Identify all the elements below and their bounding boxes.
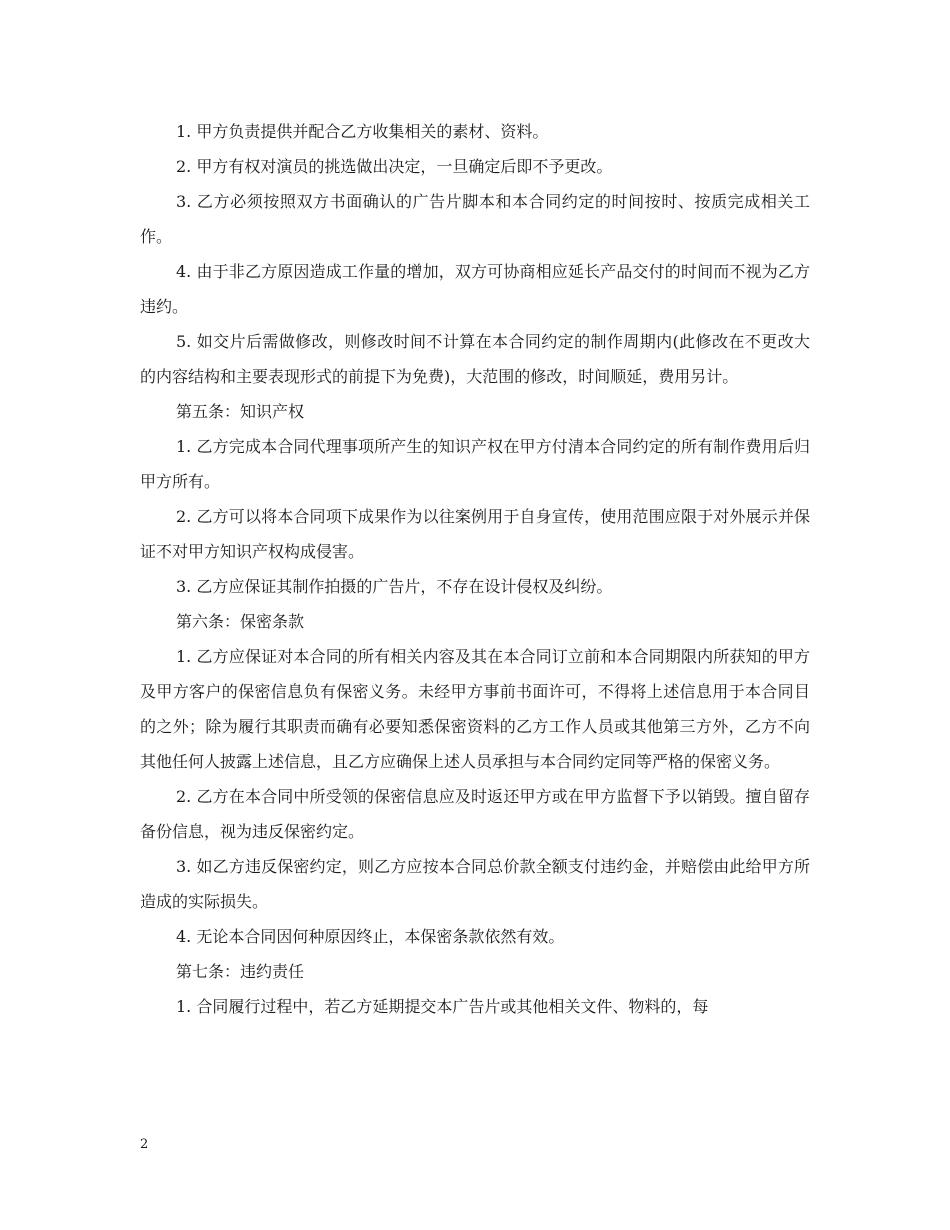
clause-item: 5. 如交片后需做修改，则修改时间不计算在本合同约定的制作周期内(此修改在不更改大的内容结构和主要表现形式的前提下为免费)，大范围的修改，时间顺延，费用另计。 (140, 332, 810, 386)
clause-item: 2. 乙方可以将本合同项下成果作为以往案例用于自身宣传，使用范围应限于对外展示并保证不对甲方知识产权构成侵害。 (140, 507, 810, 561)
clause-item: 1. 合同履行过程中，若乙方延期提交本广告片或其他相关文件、物料的，每 (176, 997, 709, 1016)
clause-item: 3. 如乙方违反保密约定，则乙方应按本合同总价款全额支付违约金，并赔偿由此给甲方所造成的实际损失。 (140, 857, 810, 911)
section-heading: 第六条：保密条款 (176, 612, 305, 631)
clause-item: 1. 甲方负责提供并配合乙方收集相关的素材、资料。 (176, 122, 549, 141)
clause-item: 4. 无论本合同因何种原因终止，本保密条款依然有效。 (176, 927, 565, 946)
section-heading: 第五条：知识产权 (176, 402, 305, 421)
clause-item: 4. 由于非乙方原因造成工作量的增加，双方可协商相应延长产品交付的时间而不视为乙方违约。 (140, 262, 810, 316)
clause-item: 1. 乙方应保证对本合同的所有相关内容及其在本合同订立前和本合同期限内所获知的甲方及甲方客户的保密信息负有保密义务。未经甲方事前书面许可，不得将上述信息用于本合同目的之外；除为履行其职责而确有必要知悉保密资料的乙方工作人员或其他第三方外，乙方不向其他任何人披露上述信息，且乙方应确保上述人员承担与本合同约定同等严格的保密义务。 (140, 647, 810, 771)
page-number: 2 (140, 1137, 149, 1152)
clause-item: 3. 乙方必须按照双方书面确认的广告片脚本和本合同约定的时间按时、按质完成相关工作。 (140, 192, 810, 246)
section-heading: 第七条：违约责任 (176, 962, 305, 981)
clause-item: 3. 乙方应保证其制作拍摄的广告片，不存在设计侵权及纠纷。 (176, 577, 613, 596)
clause-item: 1. 乙方完成本合同代理事项所产生的知识产权在甲方付清本合同约定的所有制作费用后归甲方所有。 (140, 437, 810, 491)
document-body (140, 114, 810, 1024)
clause-item: 2. 乙方在本合同中所受领的保密信息应及时返还甲方或在甲方监督下予以销毁。擅自留存备份信息，视为违反保密约定。 (140, 787, 810, 841)
clause-item: 2. 甲方有权对演员的挑选做出决定，一旦确定后即不予更改。 (176, 157, 613, 176)
